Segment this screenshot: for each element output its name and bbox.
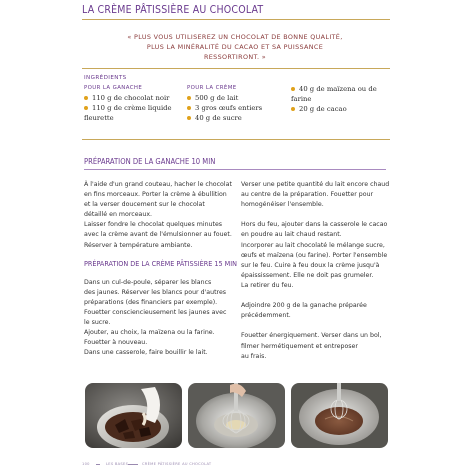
text-line: Fouetter énergiquement. Verser dans un bol, (241, 332, 382, 340)
quote-line: RESSORTIRONT. » (203, 53, 266, 62)
pull-quote (100, 32, 370, 63)
ganache-label: POUR LA GANACHE (84, 85, 143, 91)
text-line: des jaunes. Réserver les blancs pour d'autres (84, 288, 227, 296)
chopped-chocolate-photo (85, 383, 182, 448)
text-line: Verser une petite quantité du lait encore chaud (241, 181, 390, 188)
text-line: Ajouter, au choix, la maïzena ou la farine. (84, 329, 215, 337)
section-rule (84, 169, 386, 170)
text-line: au frais. (241, 352, 267, 360)
ingredients-extra (291, 84, 391, 114)
text-line: filmer hermétiquement et entreposer (241, 342, 358, 350)
ingredients-ganache (84, 84, 184, 123)
text-line: précédemment. (241, 312, 291, 320)
ingredient-item: 500 g de lait (187, 93, 282, 103)
text-line: au centre de la préparation. Fouetter pour (241, 191, 374, 199)
text-line: Dans une casserole, faire bouillir le lait. (84, 349, 208, 357)
section-heading-creme (84, 258, 238, 269)
page-title: LA CRÈME PÂTISSIÈRE AU CHOCOLAT (82, 4, 264, 16)
ingredient-item: 110 g de chocolat noir (84, 93, 184, 103)
footer-recipe: CRÈME PÂTISSIÈRE AU CHOCOLAT (142, 462, 212, 466)
ingredient-item: 3 gros œufs entiers (187, 103, 282, 113)
text-line: Fouetter à nouveau. (84, 339, 148, 347)
text-line: Laisser fondre le chocolat quelques minutes (84, 221, 223, 229)
text-line: Fouetter consciencieusement les jaunes avec (84, 308, 227, 316)
text-line: La retirer du feu. (241, 281, 294, 289)
text-line: détaillé en morceaux. (84, 211, 153, 219)
footer-section: LES BASES (106, 462, 129, 466)
section-label: PRÉPARATION DE LA CRÈME PÂTISSIÈRE (84, 258, 213, 268)
left-column (84, 180, 238, 358)
ingredient-item-continued: fleurette (84, 114, 114, 122)
section-time: 10 MIN (191, 157, 216, 166)
quote-rule (82, 68, 390, 69)
creme-label: POUR LA CRÈME (187, 85, 237, 91)
ingredient-item: 110 g de crème liquide (84, 103, 184, 113)
footer-dash (96, 464, 100, 465)
section-time: 15 MIN (214, 258, 238, 268)
text-line: Hors du feu, ajouter dans la casserole le cacao (241, 221, 388, 229)
text-line: œufs et maïzena (ou farine). Porter l'ensemble (241, 251, 388, 259)
page-footer (82, 462, 392, 468)
chocolate-cream-photo (291, 383, 388, 448)
ingredient-item: 20 g de cacao (291, 104, 391, 114)
whisking-yolks-photo (188, 383, 285, 448)
ingredients-creme (187, 84, 282, 123)
section-heading-ganache (84, 157, 215, 166)
ingredients-rule (82, 139, 390, 140)
section-label: PRÉPARATION DE LA GANACHE (84, 157, 190, 166)
text-line: préparations (des financiers par exemple). (84, 298, 218, 306)
text-line: épaississement. Elle ne doit pas grumeler. (241, 271, 374, 279)
page-number: 100 (82, 462, 90, 466)
footer-dash (128, 464, 138, 465)
text-line: sur le feu. Cuire à feu doux la crème jusqu'à (241, 261, 380, 269)
text-line: À l'aide d'un grand couteau, hacher le chocolat (84, 181, 232, 188)
ingredient-item-continued: farine (291, 95, 312, 103)
text-line: en poudre au lait chaud restant. (241, 231, 342, 239)
quote-line: « PLUS VOUS UTILISEREZ UN CHOCOLAT DE BONNE QUALITÉ, (127, 33, 343, 41)
text-line: en fins morceaux. Porter la crème à ébullition (84, 191, 227, 199)
title-rule (82, 19, 390, 20)
quote-line: PLUS LA MINÉRALITÉ DU CACAO ET SA PUISSANCE (146, 43, 324, 52)
text-line: le sucre. (84, 319, 111, 327)
text-line: Adjoindre 200 g de la ganache préparée (241, 302, 367, 310)
text-line: homogénéiser l'ensemble. (241, 201, 324, 209)
text-line: Dans un cul-de-poule, séparer les blancs (84, 278, 212, 286)
text-line: Réserver à température ambiante. (84, 241, 193, 249)
text-line: Incorporer au lait chocolaté le mélange sucre, (241, 241, 385, 249)
ingredient-item: 40 g de maïzena ou de (291, 84, 391, 94)
ingredient-item: 40 g de sucre (187, 113, 282, 123)
text-line: et la verser doucement sur le chocolat (84, 201, 205, 209)
ingredients-heading: INGRÉDIENTS (84, 75, 127, 81)
right-column (241, 180, 391, 362)
text-line: avec la crème avant de l'émulsionner au fouet. (84, 231, 232, 239)
